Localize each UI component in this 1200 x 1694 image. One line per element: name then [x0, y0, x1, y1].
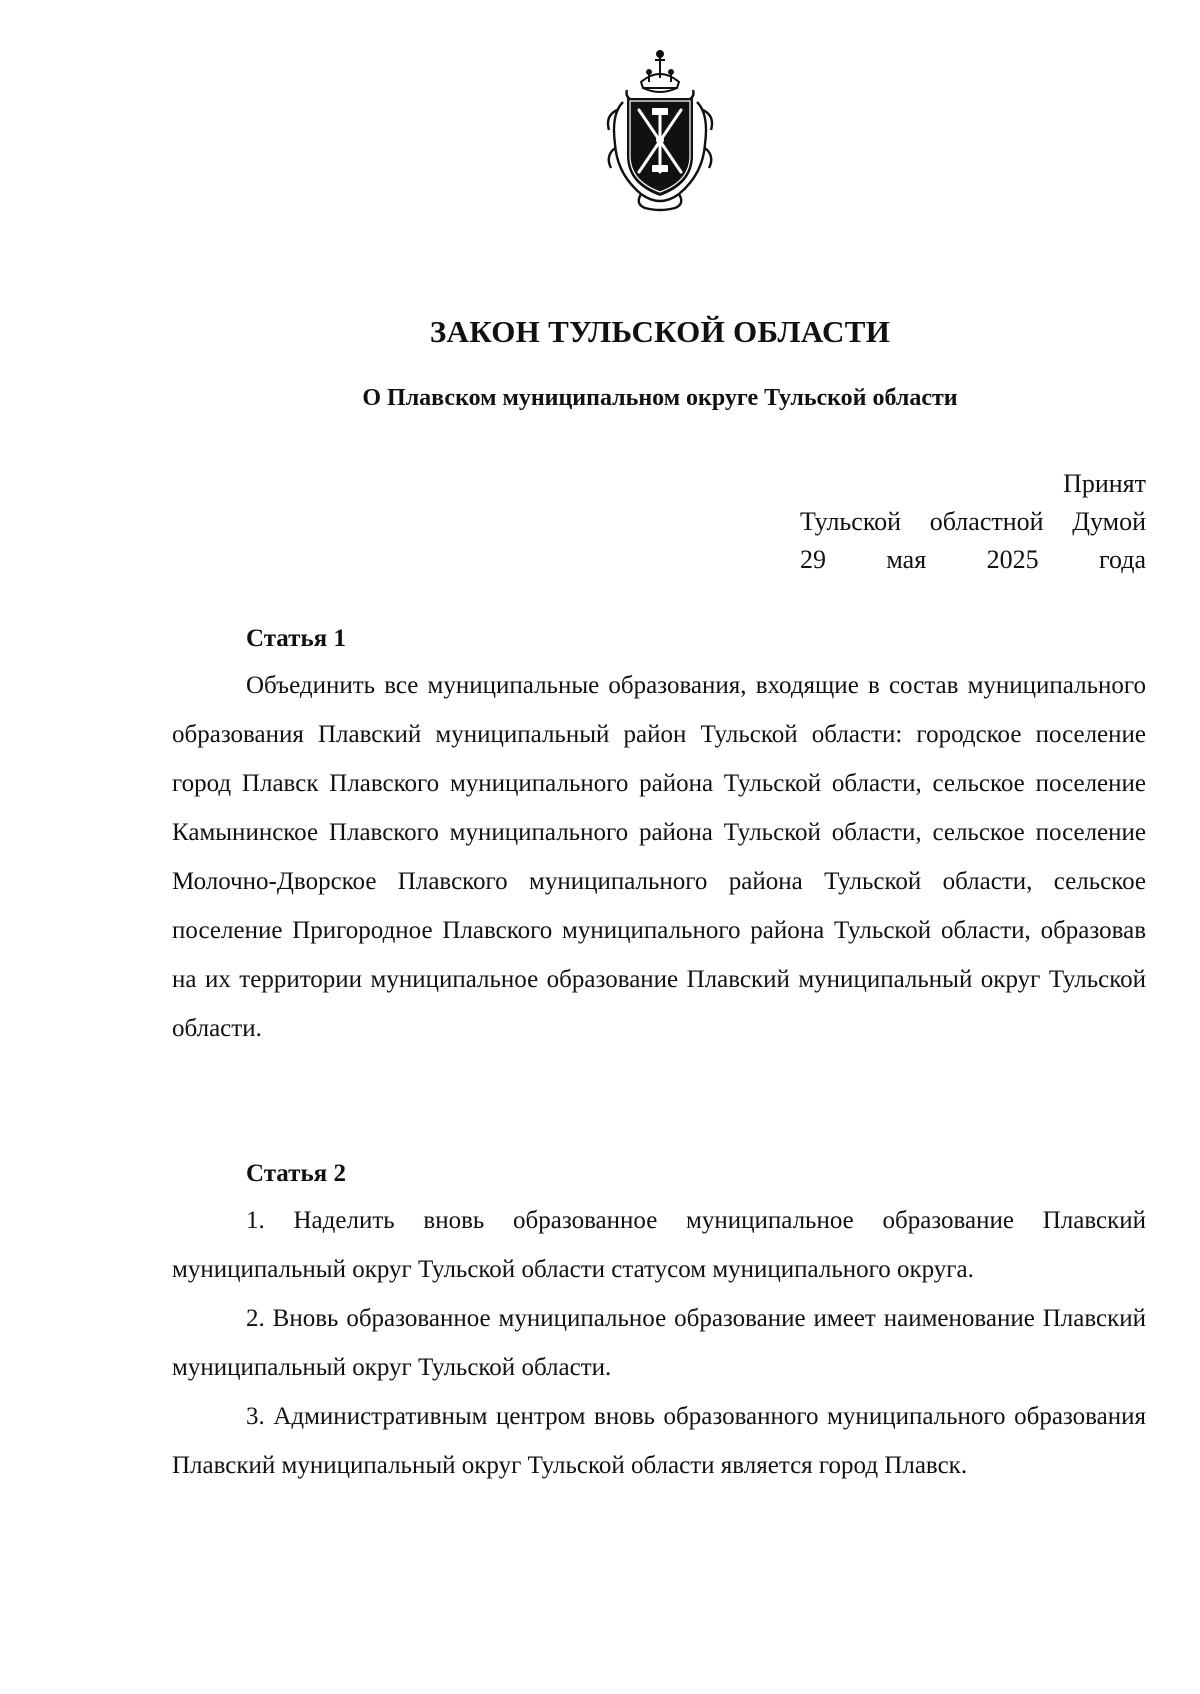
article-1 — [172, 625, 1146, 1053]
article-paragraph: Объединить все муниципальные образования, входящие в состав муниципального образования Плавский муниципальный район Тульской области: городское поселение город Плавск Плавского муниципального района Тульской области, сельское поселение Камынинское Плавского муниципального района Тульской области, сельское поселение Молочно-Дворское Плавского муниципального района Тульской области, сельское поселение Пригородное Плавского муниципального района Тульской области, образовав на их территории муниципальное образование Плавский муниципальный округ Тульской области. — [172, 672, 1146, 1042]
adoption-day: 29 — [800, 545, 826, 574]
adoption-year: 2025 — [986, 545, 1039, 574]
article-paragraph: 3. Административным центром вновь образованного муниципального образования Плавский муниципальный округ Тульской области является город Плавск. — [172, 1403, 1146, 1479]
adopting-body — [800, 503, 1146, 541]
article-paragraph: 2. Вновь образованное муниципальное образование имеет наименование Плавский муниципальный округ Тульской области. — [172, 1305, 1146, 1381]
law-subtitle: О Плавском муниципальном округе Тульской области — [362, 385, 958, 411]
adopting-body-word-3: Думой — [1072, 507, 1146, 536]
adoption-date — [800, 541, 1146, 579]
article-paragraph: 1. Наделить вновь образованное муниципальное образование Плавский муниципальный округ Тульской области статусом муниципального округа. — [172, 1207, 1146, 1283]
adoption-month: мая — [886, 545, 927, 574]
coat-of-arms-icon — [601, 44, 719, 216]
adoption-block — [800, 465, 1146, 579]
article-heading: Статья 2 — [246, 1160, 346, 1187]
adopted-label: Принят — [1063, 469, 1146, 498]
article-heading: Статья 1 — [246, 625, 346, 652]
adopting-body-word-2: областной — [929, 507, 1044, 536]
adoption-year-word: года — [1098, 545, 1146, 574]
law-title: ЗАКОН ТУЛЬСКОЙ ОБЛАСТИ — [429, 314, 891, 349]
adopting-body-word-1: Тульской — [800, 507, 902, 536]
article-2 — [172, 1160, 1146, 1490]
